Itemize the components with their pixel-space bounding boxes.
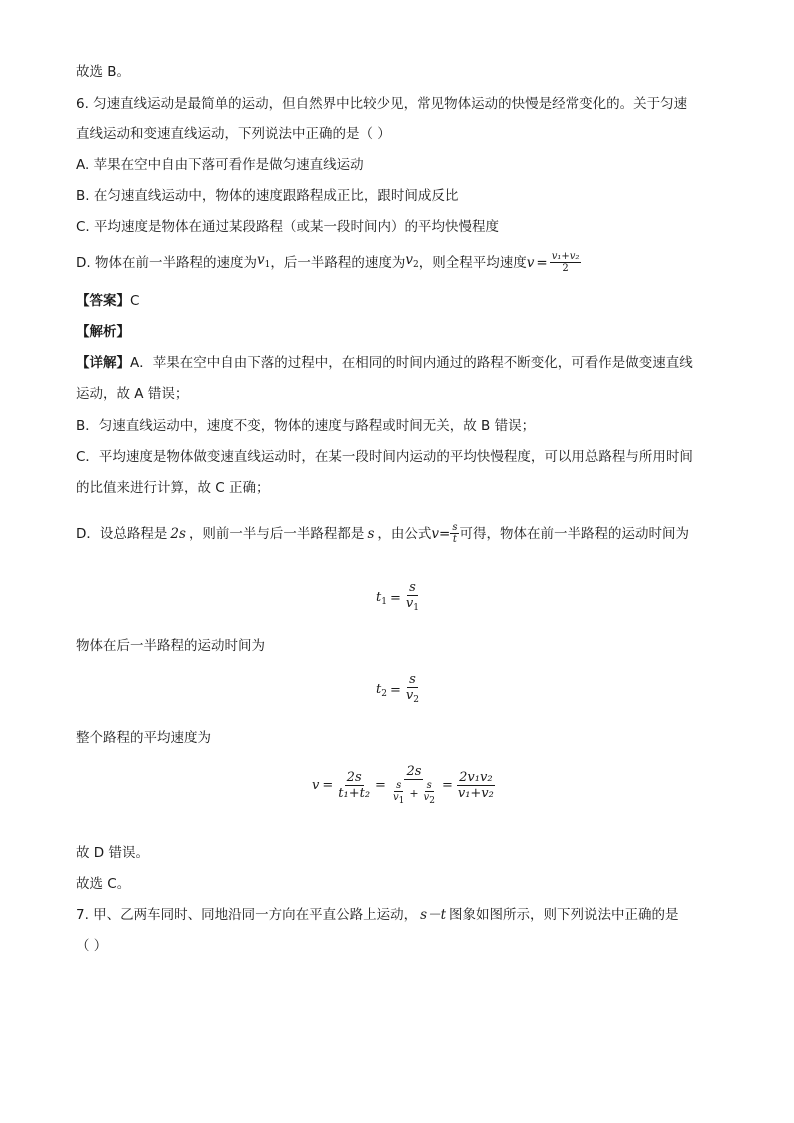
option-d-text-pre: D. 物体在前一半路程的速度为: [76, 254, 257, 271]
eq-t2-fraction: [404, 672, 421, 708]
eq-avg-inner-frac-1: $\frac{s}{v1}$: [392, 780, 405, 806]
eq-avg-inner-frac-2: $\frac{s}{v2}$: [423, 780, 435, 806]
detail-b: B．匀速直线运动中，速度不变，物体的速度与路程或时间无关，故 B 错误；: [76, 418, 536, 434]
eq-avg-f2-den: [389, 780, 439, 807]
answer-line: [76, 291, 139, 311]
question-7-stem-line2: （ ）: [76, 938, 108, 954]
eq-avg-f3-num: 2v₁v₂: [459, 770, 493, 785]
detail-d-text-post: 可得，物体在前一半路程的运动时间为: [459, 525, 689, 542]
eq-t2-equals: =: [389, 682, 401, 698]
equation-t2: [376, 672, 421, 708]
option-a: A. 苹果在空中自由下落可看作是做匀速直线运动: [76, 157, 364, 173]
option-d-formula-v: v: [526, 254, 535, 271]
eq-t1-lhs: $t_1$: [376, 589, 387, 607]
detail-c-line1: C．平均速度是物体做变速直线运动时，在某一段时间内运动的平均快慢程度，可以用总路程与所用时间: [76, 449, 693, 465]
option-d-v1: $v_1$: [256, 252, 271, 270]
option-b: B. 在匀速直线运动中，物体的速度跟路程成正比，跟时间成反比: [76, 188, 459, 204]
eq-avg-inner-plus: +: [409, 787, 419, 800]
detail-c-line2: 的比值来进行计算，故 C 正确；: [76, 480, 270, 496]
conclusion-answer: 故选 C。: [76, 876, 131, 892]
question-6-stem-line1: 6. 匀速直线运动是最简单的运动，但自然界中比较少见，常见物体运动的快慢是经常变化的。关于匀速: [76, 96, 688, 112]
eq-avg-equals-3: =: [441, 778, 453, 793]
question-6-stem-line2: 直线运动和变速直线运动，下列说法中正确的是（ ）: [76, 126, 391, 142]
q7-text-b: 图象如图所示，则下列说法中正确的是: [449, 907, 679, 923]
analysis-label: 【解析】: [76, 324, 130, 340]
q7-st-symbol: s－t: [420, 907, 447, 923]
eq-avg-equals-2: =: [375, 778, 386, 793]
detail-d-text-mid1: ，则前一半与后一半路程都是: [188, 525, 365, 542]
eq-avg-fraction-2: [389, 764, 439, 807]
eq-t1-fraction: [404, 580, 421, 616]
equation-t1: [376, 580, 421, 616]
eq-avg-equals-1: =: [322, 778, 334, 793]
text-after-t2: 整个路程的平均速度为: [76, 730, 211, 746]
detail-d-fraction: [450, 522, 459, 545]
detail-a-line2: 运动，故 A 错误；: [76, 386, 189, 402]
question-7-stem-line1: [76, 905, 679, 925]
detail-d-frac-den: t: [452, 534, 457, 545]
conclusion-d: 故 D 错误。: [76, 845, 149, 861]
detail-d-frac-num: s: [452, 522, 458, 533]
eq-t2-num: s: [409, 672, 416, 687]
eq-t1-den: $v_1$: [405, 596, 419, 613]
detail-label: 【详解】: [76, 355, 130, 371]
eq-avg-f2-num: 2s: [406, 764, 422, 779]
eq-t2-den: $v_2$: [405, 688, 419, 705]
eq-avg-fraction-3: [456, 770, 496, 801]
option-d-denominator: 2: [562, 263, 569, 274]
eq-avg-fraction-1: [336, 770, 372, 801]
detail-d-equals: =: [439, 525, 451, 542]
detail-a-text: A．苹果在空中自由下落的过程中，在相同的时间内通过的路程不断变化，可看作是做变速直线: [130, 355, 693, 371]
answer-label: 【答案】: [76, 293, 130, 309]
text-line-prev-answer: 故选 B。: [76, 64, 131, 80]
detail-d-formula-v: v: [431, 525, 440, 542]
eq-avg-f3-den: v₁+v₂: [457, 786, 494, 801]
detail-d-text-mid2: ，由公式: [377, 525, 432, 542]
text-after-t1: 物体在后一半路程的运动时间为: [76, 638, 265, 654]
detail-a-line1: [76, 353, 693, 373]
eq-t2-lhs: $t_2$: [376, 681, 387, 699]
option-d-text-post: ，则全程平均速度: [418, 254, 527, 271]
option-d: [76, 250, 581, 275]
detail-d-text-pre: D．设总路程是: [76, 525, 168, 542]
eq-t1-num: s: [409, 580, 416, 595]
answer-value: C: [130, 293, 140, 309]
q7-text-a: 7. 甲、乙两车同时、同地沿同一方向在平直公路上运动，: [76, 907, 418, 923]
option-d-fraction: [550, 251, 582, 274]
option-d-text-mid: ，后一半路程的速度为: [270, 254, 406, 271]
eq-avg-f1-num: 2s: [346, 770, 362, 785]
option-d-numerator: v₁+v₂: [551, 251, 580, 262]
detail-d-2s: 2s: [170, 525, 186, 542]
detail-d-line: [76, 522, 689, 545]
option-d-v2: $v_2$: [405, 252, 419, 270]
eq-avg-f1-den: t₁+t₂: [338, 786, 371, 801]
option-c: C. 平均速度是物体在通过某段路程（或某一段时间内）的平均快慢程度: [76, 219, 500, 235]
detail-d-s: s: [367, 525, 375, 542]
equation-average-speed: [312, 764, 496, 807]
eq-t1-equals: =: [389, 590, 401, 606]
eq-avg-lhs: v: [312, 778, 320, 793]
option-d-equals: =: [536, 254, 548, 271]
